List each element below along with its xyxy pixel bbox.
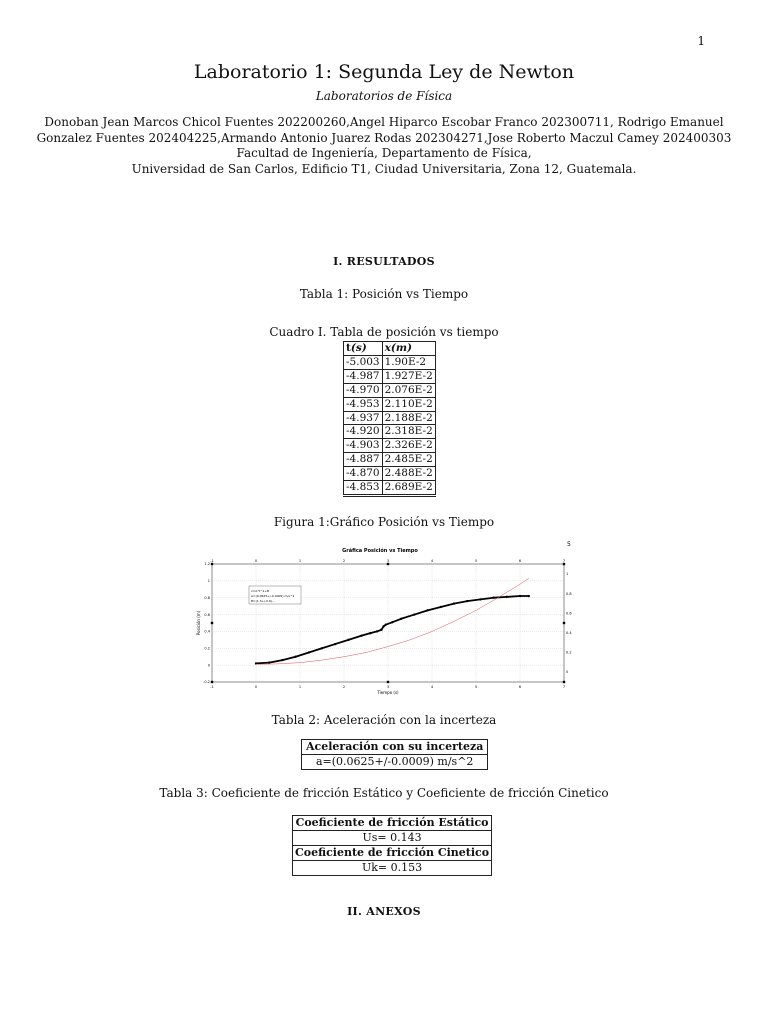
paper-title: Laboratorio 1: Segunda Ley de Newton <box>193 61 575 83</box>
table3-label: Tabla 3: Coeficiente de fricción Estático y Coeficiente de fricción Cinetico <box>159 786 609 800</box>
data-point <box>308 651 310 653</box>
table-header: x(m) <box>382 342 435 356</box>
frame-marker <box>563 681 565 683</box>
data-point <box>321 647 323 649</box>
x-tick-label: 3 <box>386 685 390 689</box>
frame-marker <box>387 563 389 565</box>
figure1-caption: Figura 1:Gráfico Posición vs Tiempo <box>273 515 495 529</box>
table-header: Coeficiente de fricción Cinetico <box>293 846 492 861</box>
frame-marker <box>563 563 565 565</box>
x-top-tick-label: 5 <box>474 559 478 563</box>
x-tick-label: 7 <box>562 685 566 689</box>
page-number: 1 <box>697 34 705 48</box>
x-top-tick-label: -1 <box>210 559 214 563</box>
y-tick-label: 1.2 <box>204 562 210 567</box>
x-top-tick-label: 1 <box>298 559 302 563</box>
x-tick-label: 0 <box>254 685 258 689</box>
data-point <box>380 629 382 631</box>
y2-tick-label: 0.4 <box>566 631 572 635</box>
data-point <box>506 596 508 598</box>
table-row <box>344 369 436 383</box>
table-cell: -4.937 <box>344 411 383 425</box>
friction-table <box>292 815 492 876</box>
frame-marker <box>387 681 389 683</box>
fit-box-line: x=A*t^2+B <box>251 589 270 593</box>
data-point <box>376 630 378 632</box>
acceleration-table <box>301 739 488 770</box>
data-point <box>268 661 270 663</box>
fit-box-line: B=(1.3+/-0.6)... <box>251 599 275 603</box>
x-top-tick-label: 4 <box>430 559 434 563</box>
frame-marker <box>563 622 565 624</box>
x-tick-label: -1 <box>210 685 214 689</box>
x-axis-label: Tiempo (s) <box>377 690 399 695</box>
fit-legend-box <box>249 586 301 604</box>
y2-tick-label: 1 <box>566 572 569 577</box>
table-header: t(s) <box>344 342 383 356</box>
data-point <box>440 606 442 608</box>
table-cell: -4.987 <box>344 369 383 383</box>
data-point <box>334 643 336 645</box>
paper-subtitle: Laboratorios de Física <box>315 89 453 103</box>
table-cell: 2.076E-2 <box>382 383 435 397</box>
x-top-tick-label: 2 <box>342 559 346 563</box>
frame-marker <box>211 622 213 624</box>
table-cell: -4.970 <box>344 383 383 397</box>
table-cell: Us= 0.143 <box>293 831 492 846</box>
data-point <box>466 600 468 602</box>
table-header: Coeficiente de fricción Estático <box>293 816 492 831</box>
chart-title: Gráfica Posición vs Tiempo <box>342 548 418 554</box>
table-cell: 2.318E-2 <box>382 425 435 439</box>
data-point <box>382 625 384 627</box>
data-point <box>391 621 393 623</box>
table-cell: -5.003 <box>344 355 383 369</box>
table-cell: -4.887 <box>344 453 383 467</box>
data-point <box>369 632 371 634</box>
table-cell: a=(0.0625+/-0.0009) m/s^2 <box>302 755 488 770</box>
table-row <box>344 439 436 453</box>
x-top-tick-label: 6 <box>518 559 522 563</box>
table-header: Aceleración con su incerteza <box>302 740 488 755</box>
y-tick-label: 0.4 <box>204 629 210 634</box>
x-tick-label: 1 <box>298 685 302 689</box>
data-point <box>385 623 387 625</box>
data-point <box>479 598 481 600</box>
table-cell: 2.110E-2 <box>382 397 435 411</box>
y-tick-label: 0 <box>207 663 210 668</box>
y2-tick-label: 0 <box>566 670 569 675</box>
table-cell: 2.488E-2 <box>382 467 435 481</box>
author-line: Donoban Jean Marcos Chicol Fuentes 202200260,Angel Hiparco Escobar Franco 202300711, Rodrigo Emanuel <box>44 115 724 129</box>
y-tick-label: 0.8 <box>204 595 210 600</box>
table-row <box>344 453 436 467</box>
author-block <box>0 115 768 177</box>
table-row <box>344 425 436 439</box>
position-time-chart <box>196 540 574 700</box>
y-tick-label: 0.2 <box>204 646 210 651</box>
table-cell: -4.903 <box>344 439 383 453</box>
y-tick-label: -0.2 <box>203 680 210 685</box>
section-heading-resultados: I. RESULTADOS <box>333 255 435 268</box>
y-tick-label: 1 <box>207 579 210 584</box>
table-cell: -4.870 <box>344 467 383 481</box>
table1-label: Tabla 1: Posición vs Tiempo <box>299 287 469 301</box>
affiliation-line: Facultad de Ingeniería, Departamento de Física, <box>236 146 532 160</box>
data-point <box>294 656 296 658</box>
x-tick-label: 4 <box>430 685 434 689</box>
data-point <box>413 613 415 615</box>
table1-caption: Cuadro I. Tabla de posición vs tiempo <box>269 325 499 339</box>
data-point <box>492 597 494 599</box>
table-row <box>344 411 436 425</box>
x-tick-label: 5 <box>474 685 478 689</box>
fit-box-line: A=(0.0625+/-0.0009) m/s^2 <box>251 594 295 598</box>
x-tick-label: 2 <box>342 685 346 689</box>
data-point <box>426 609 428 611</box>
data-point <box>360 634 362 636</box>
table-row <box>344 467 436 481</box>
data-point <box>528 595 530 597</box>
y2-tick-label: 0.2 <box>566 650 572 655</box>
section-heading-anexos: II. ANEXOS <box>347 905 421 918</box>
table-cell: 2.485E-2 <box>382 453 435 467</box>
table2-label: Tabla 2: Aceleración con la incerteza <box>271 713 497 727</box>
table-cell: -4.853 <box>344 481 383 496</box>
table-cell: -4.920 <box>344 425 383 439</box>
table-row <box>344 397 436 411</box>
figure-corner-label: 5 <box>567 541 571 548</box>
data-point <box>281 659 283 661</box>
y2-tick-label: 0.6 <box>566 611 572 616</box>
table-cell: 2.689E-2 <box>382 481 435 496</box>
data-point <box>453 602 455 604</box>
table-cell: 2.326E-2 <box>382 439 435 453</box>
table-cell: Uk= 0.153 <box>293 861 492 876</box>
table-cell: 1.90E-2 <box>382 355 435 369</box>
x-top-tick-label: 7 <box>562 559 566 563</box>
table-row <box>344 355 436 369</box>
y-tick-label: 0.6 <box>204 612 210 617</box>
data-point <box>519 595 521 597</box>
x-top-tick-label: 0 <box>254 559 258 563</box>
x-tick-label: 6 <box>518 685 522 689</box>
table-cell: 1.927E-2 <box>382 369 435 383</box>
data-point <box>347 639 349 641</box>
author-line: Gonzalez Fuentes 202404225,Armando Antonio Juarez Rodas 202304271,Jose Roberto Maczul Camey 202400303 <box>36 130 732 145</box>
table-row <box>344 481 436 496</box>
frame-marker <box>211 681 213 683</box>
y-axis-label: Posición (m) <box>196 610 201 636</box>
affiliation-line: Universidad de San Carlos, Edificio T1, Ciudad Universitaria, Zona 12, Guatemala. <box>131 161 637 176</box>
frame-marker <box>211 563 213 565</box>
position-time-table <box>343 341 436 497</box>
data-point <box>400 618 402 620</box>
y2-tick-label: 0.8 <box>566 591 572 596</box>
x-top-tick-label: 3 <box>386 559 390 563</box>
table-row <box>344 383 436 397</box>
table-cell: -4.953 <box>344 397 383 411</box>
table-cell: 2.188E-2 <box>382 411 435 425</box>
